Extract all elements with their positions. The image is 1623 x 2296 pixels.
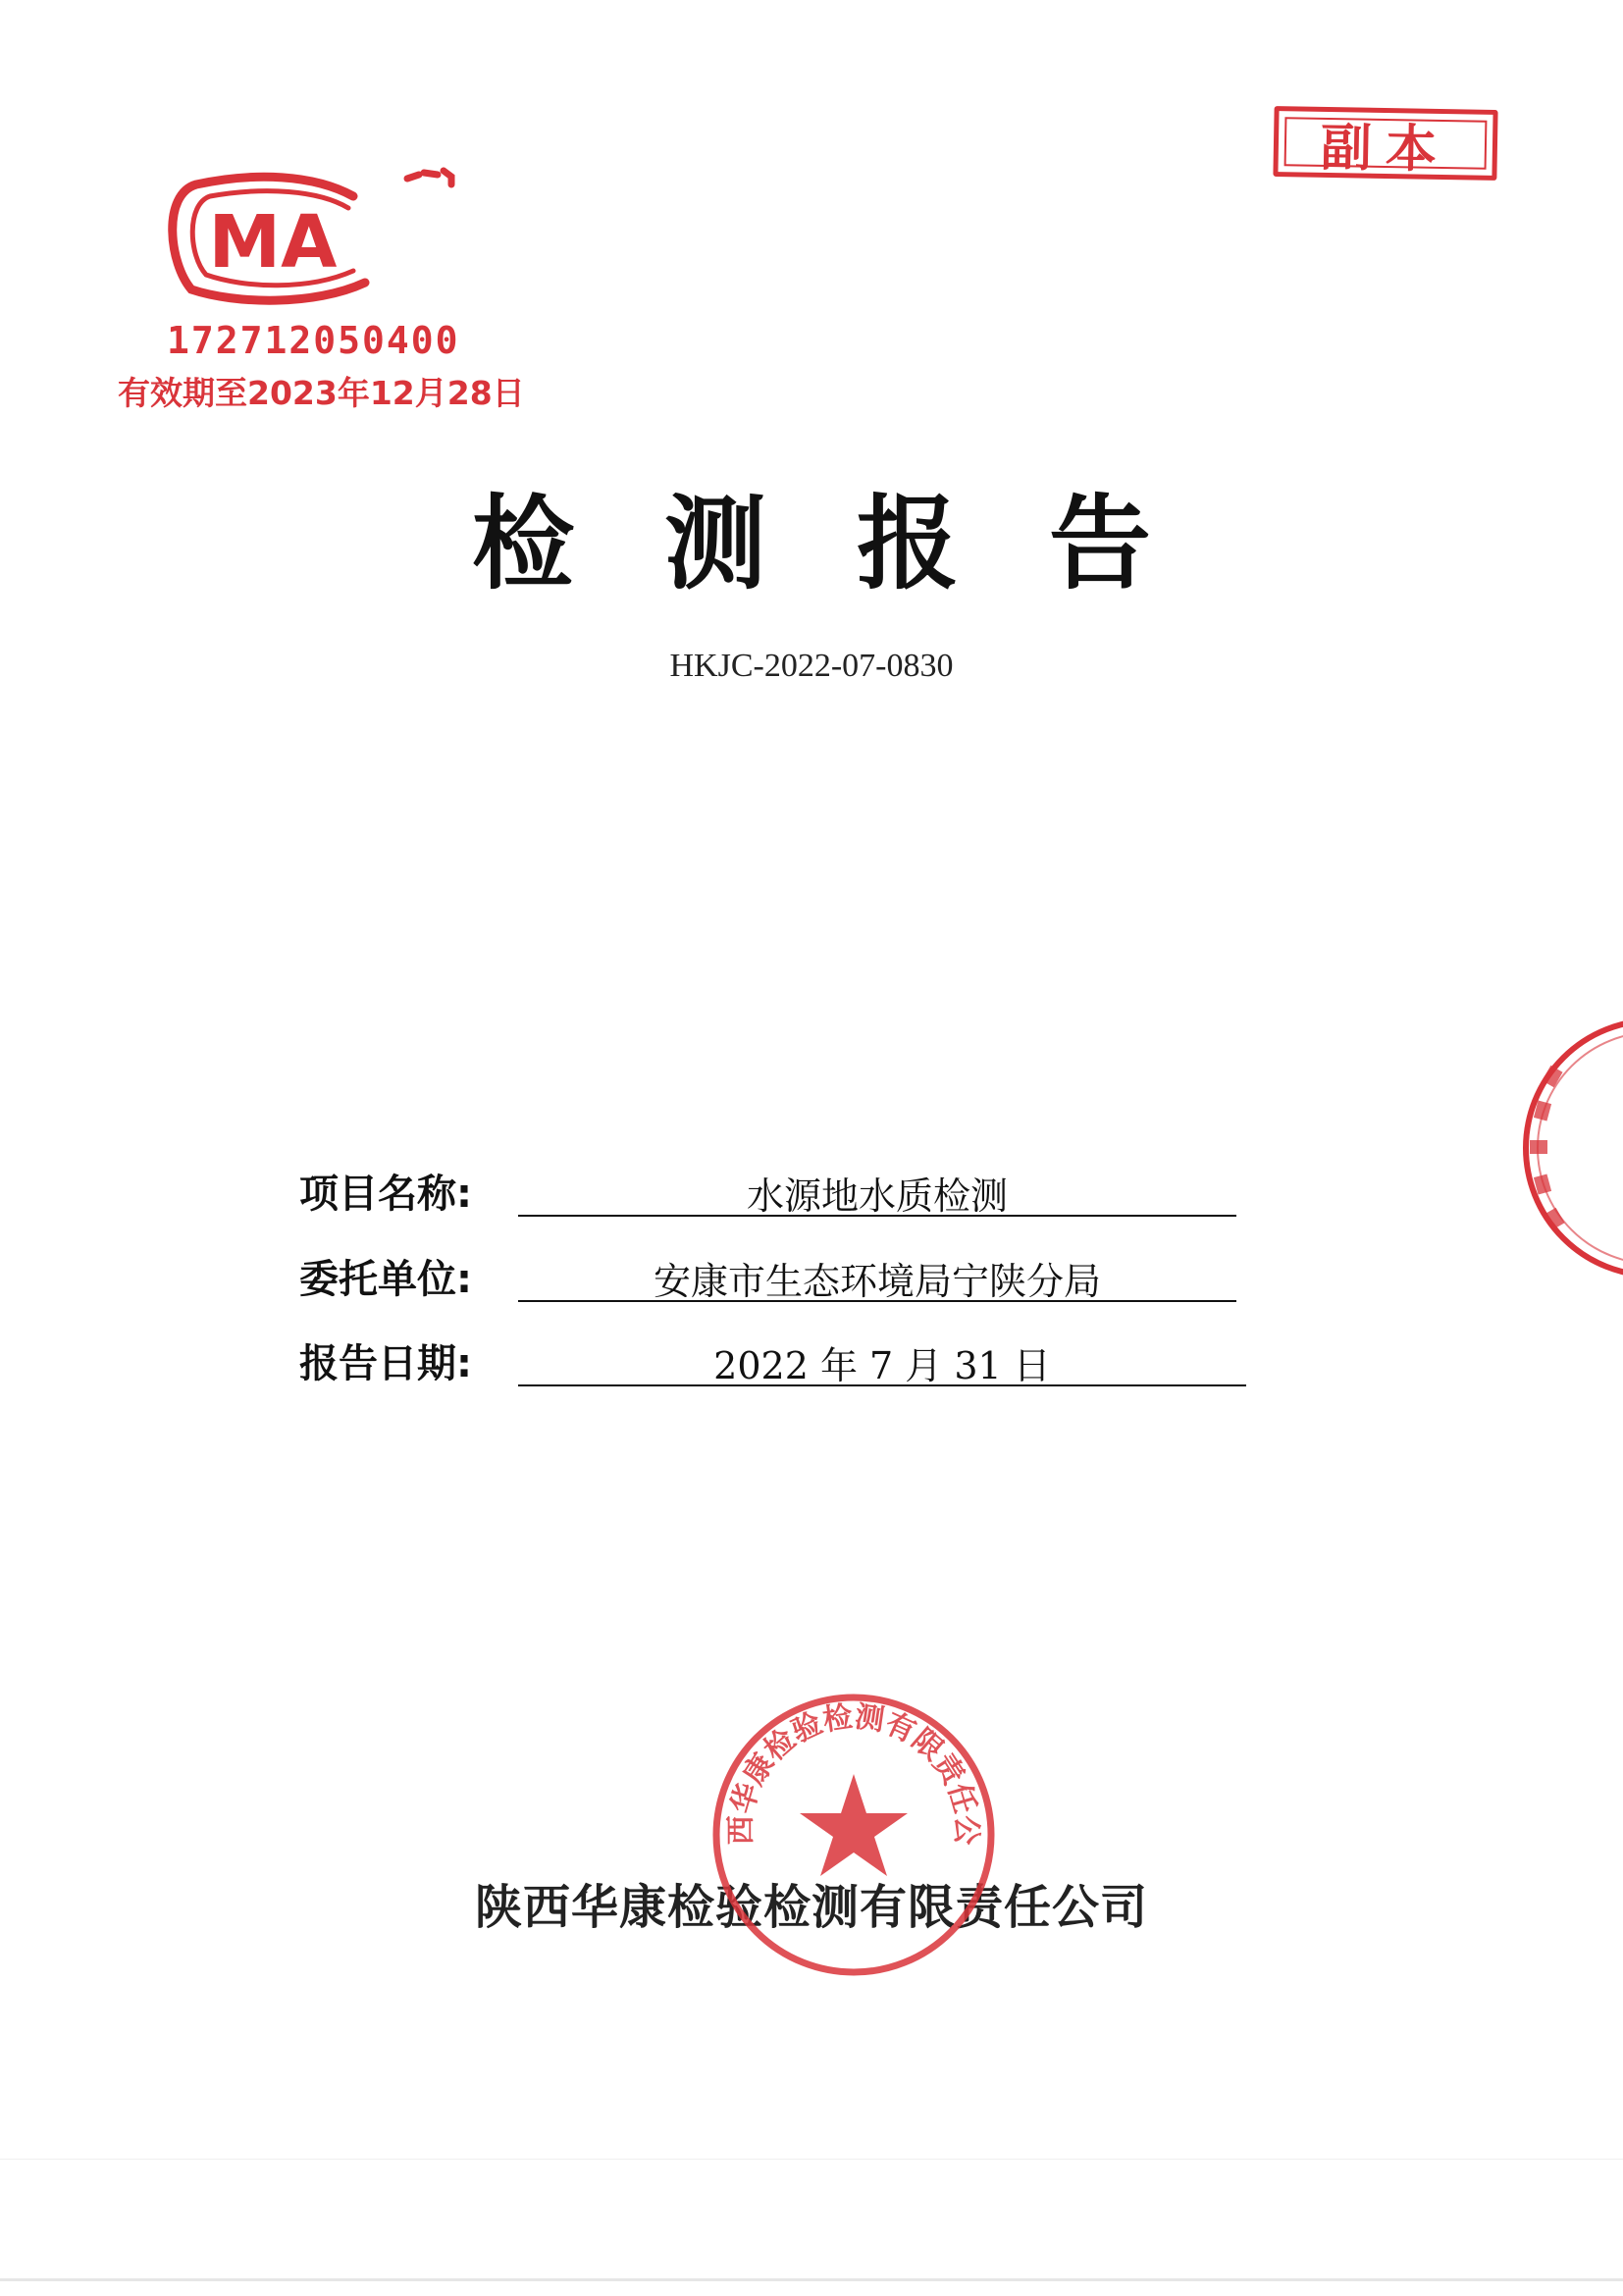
client-label: 委托单位: xyxy=(299,1257,472,1302)
ma-logo-icon xyxy=(108,157,500,314)
report-title: 检测报告 xyxy=(471,484,1241,603)
ma-certification-stamp xyxy=(108,157,525,422)
client-value: 安康市生态环境局宁陕分局 xyxy=(518,1251,1236,1302)
project-name-label: 项目名称: xyxy=(299,1172,472,1217)
copy-stamp xyxy=(1273,106,1497,181)
report-date-label: 报告日期: xyxy=(299,1341,472,1386)
copy-stamp-inner-border xyxy=(1284,117,1488,170)
company-seal xyxy=(707,1688,1001,1982)
ma-certificate-number: 172712050400 xyxy=(167,319,460,362)
seal-star-icon xyxy=(800,1774,908,1876)
company-seal-text: 西华康检验检测有限责任公 xyxy=(723,1699,984,1846)
page-bottom-edge xyxy=(0,2278,1623,2281)
copy-stamp-label: 副本 xyxy=(1320,118,1451,180)
partial-edge-seal xyxy=(1506,1001,1623,1295)
report-number: HKJC-2022-07-0830 xyxy=(669,648,954,684)
company-name: 陕西华康检验检测有限责任公司 xyxy=(474,1880,1148,1935)
company-seal-icon xyxy=(707,1688,1001,1982)
project-name-value: 水源地水质检测 xyxy=(518,1166,1236,1217)
ma-validity-date: 有效期至2023年12月28日 xyxy=(118,374,525,412)
report-date-value: 2022 年 7 月 31 日 xyxy=(518,1335,1246,1386)
scan-artifact-line xyxy=(0,2159,1623,2160)
partial-seal-icon xyxy=(1506,1001,1623,1295)
ma-logo-text: MA xyxy=(208,200,338,285)
